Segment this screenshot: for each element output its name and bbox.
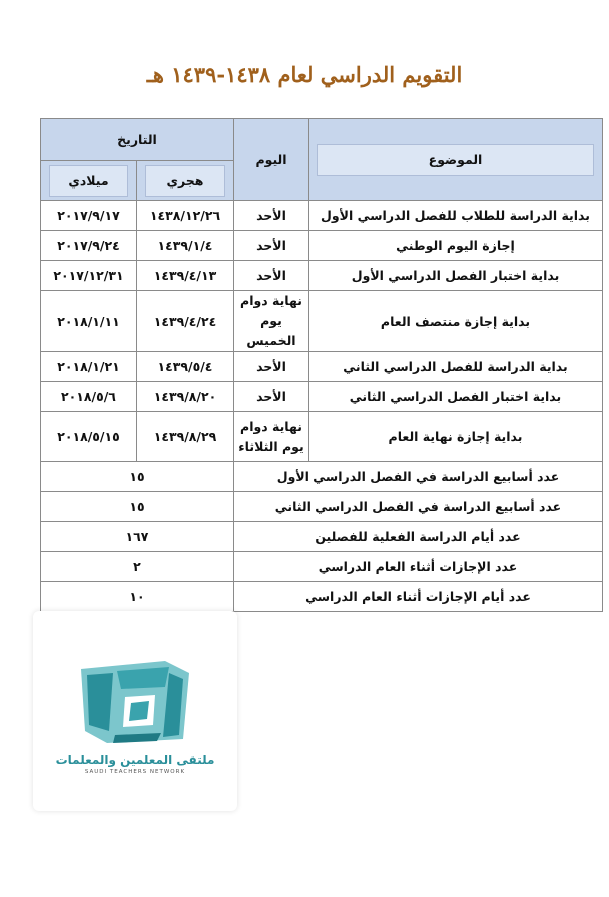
logo-card — [33, 611, 237, 811]
summary-value: ١٥ — [41, 492, 234, 522]
table-row — [41, 412, 603, 462]
header-hijri-label: هجري — [145, 165, 225, 197]
row-day: الأحد — [234, 201, 309, 231]
table-row — [41, 201, 603, 231]
summary-row — [41, 522, 603, 552]
row-gregorian: ٢٠١٧/٩/٢٤ — [41, 231, 137, 261]
row-gregorian: ٢٠١٨/٥/٦ — [41, 382, 137, 412]
summary-label: عدد أيام الإجازات أثناء العام الدراسي — [234, 582, 603, 612]
logo-subtitle: SAUDI TEACHERS NETWORK — [84, 769, 186, 775]
row-topic: بداية اختبار الفصل الدراسي الثاني — [309, 382, 603, 412]
header-hijri — [137, 161, 234, 201]
header-gregorian — [41, 161, 137, 201]
row-gregorian: ٢٠١٧/١٢/٣١ — [41, 261, 137, 291]
summary-label: عدد أسابيع الدراسة في الفصل الدراسي الثاني — [234, 492, 603, 522]
table-row — [41, 261, 603, 291]
calendar-table — [40, 118, 603, 612]
row-topic: إجازة اليوم الوطني — [309, 231, 603, 261]
row-day: الأحد — [234, 261, 309, 291]
header-topic-label: الموضوع — [317, 144, 594, 176]
row-day: الأحد — [234, 352, 309, 382]
page-title: التقويم الدراسي لعام ١٤٣٨-١٤٣٩ هـ — [146, 62, 463, 87]
summary-value: ١٦٧ — [41, 522, 234, 552]
row-gregorian: ٢٠١٧/٩/١٧ — [41, 201, 137, 231]
row-topic: بداية الدراسة للفصل الدراسي الثاني — [309, 352, 603, 382]
summary-value: ١٥ — [41, 462, 234, 492]
row-hijri: ١٤٣٩/٤/٢٤ — [137, 291, 234, 352]
header-date: التاريخ — [41, 119, 234, 161]
table-row — [41, 352, 603, 382]
row-gregorian: ٢٠١٨/١/١١ — [41, 291, 137, 352]
row-topic: بداية الدراسة للطلاب للفصل الدراسي الأول — [309, 201, 603, 231]
summary-row — [41, 582, 603, 612]
row-topic: بداية اختبار الفصل الدراسي الأول — [309, 261, 603, 291]
row-gregorian: ٢٠١٨/٥/١٥ — [41, 412, 137, 462]
row-hijri: ١٤٣٩/٤/١٣ — [137, 261, 234, 291]
row-topic: بداية إجازة منتصف العام — [309, 291, 603, 352]
header-day: اليوم — [234, 119, 309, 201]
summary-value: ١٠ — [41, 582, 234, 612]
summary-label: عدد أيام الدراسة الفعلية للفصلين — [234, 522, 603, 552]
table-row — [41, 291, 603, 352]
header-topic — [309, 119, 603, 201]
row-hijri: ١٤٣٩/٥/٤ — [137, 352, 234, 382]
summary-row — [41, 492, 603, 522]
row-hijri: ١٤٣٩/٨/٢٠ — [137, 382, 234, 412]
row-hijri: ١٤٣٨/١٢/٢٦ — [137, 201, 234, 231]
logo-name: ملتقى المعلمين والمعلمات — [55, 753, 215, 767]
row-day: الأحد — [234, 231, 309, 261]
summary-label: عدد أسابيع الدراسة في الفصل الدراسي الأول — [234, 462, 603, 492]
table-row — [41, 231, 603, 261]
header-gregorian-label: ميلادي — [49, 165, 128, 197]
summary-row — [41, 552, 603, 582]
row-day: نهاية دوام يوم الخميس — [234, 291, 309, 352]
summary-row — [41, 462, 603, 492]
row-hijri: ١٤٣٩/٨/٢٩ — [137, 412, 234, 462]
row-hijri: ١٤٣٩/١/٤ — [137, 231, 234, 261]
row-day: نهاية دوام يوم الثلاثاء — [234, 412, 309, 462]
row-day: الأحد — [234, 382, 309, 412]
row-gregorian: ٢٠١٨/١/٢١ — [41, 352, 137, 382]
summary-value: ٢ — [41, 552, 234, 582]
table-row — [41, 382, 603, 412]
logo-icon — [73, 651, 197, 751]
row-topic: بداية إجازة نهاية العام — [309, 412, 603, 462]
summary-label: عدد الإجازات أثناء العام الدراسي — [234, 552, 603, 582]
